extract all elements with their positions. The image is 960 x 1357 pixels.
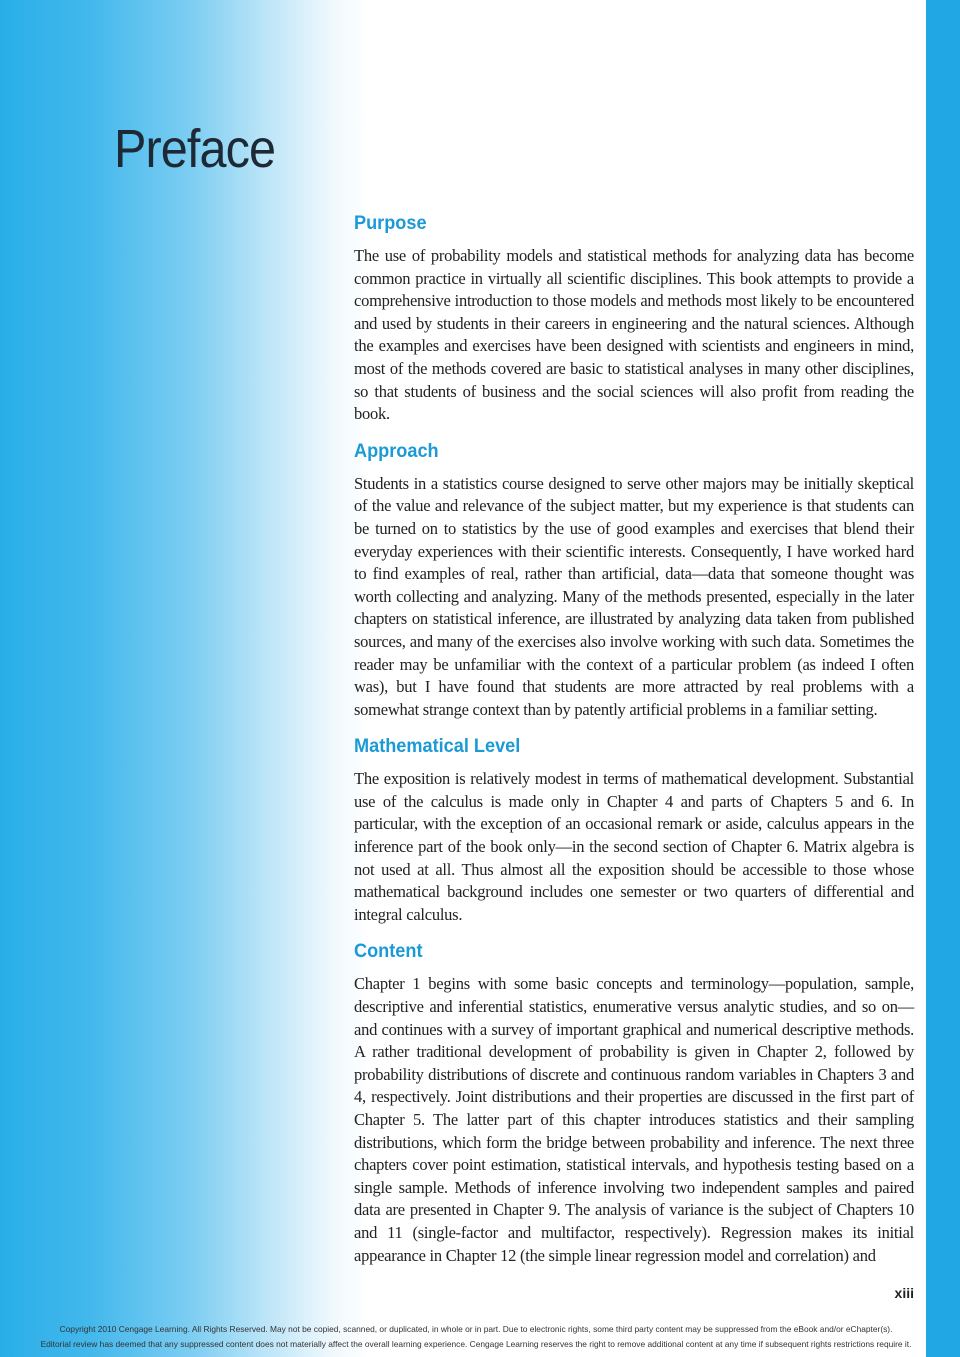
section-body-content: Chapter 1 begins with some basic concepts and terminology—population, sample, descriptive and inferential statistics, enumerative versus analytic studies, and so on—and continues with a survey of important graphical and numerical descriptive methods. A rather traditional development of probability is given in Chapter 2, followed by probability distributions of discrete and continuous random variables in Chapters 3 and 4, respectively. Joint distributions and their properties are discussed in the first part of Chapter 5. The latter part of this chapter introduces statistics and their sampling distributions, which form the bridge between probability and inference. The next three chapters cover point estimation, statistical intervals, and hypothesis testing based on a single sample. Methods of inference involving two independent samples and paired data are presented in Chapter 9. The analysis of variance is the subject of Chapters 10 and 11 (single-factor and multifactor, respectively). Regression makes its initial appearance in Chapter 12 (the simple linear regression model and correlation) and: [354, 974, 914, 1265]
right-edge-bar: [926, 0, 960, 1357]
section-purpose: [354, 212, 914, 426]
section-body-mathematical-level: The exposition is relatively modest in terms of mathematical development. Substantial use of the calculus is made only in Chapter 4 and parts of Chapters 5 and 6. In particular, with the exception of an occasional remark or aside, calculus appears in the inference part of the book only—in the second section of Chapter 6. Matrix algebra is not used at all. Thus almost all the exposition should be accessible to those whose mathematical background includes one semester or two quarters of differential and integral calculus.: [354, 769, 914, 924]
section-body-approach: Students in a statistics course designed to serve other majors may be initially skeptical of the value and relevance of the subject matter, but my experience is that students can be turned on to statistics by the use of good examples and exercises that blend their everyday experiences with their scientific interests. Consequently, I have worked hard to find examples of real, rather than artificial, data—data that someone thought was worth collecting and analyzing. Many of the methods presented, especially in the later chapters on statistical inference, are illustrated by analyzing data taken from published sources, and many of the exercises also involve working with such data. Sometimes the reader may be unfamiliar with the context of a particular problem (as indeed I often was), but I have found that students are more attracted by real problems with a somewhat strange context than by patently artificial problems in a familiar setting.: [354, 473, 914, 719]
preface-content: [354, 212, 914, 1281]
section-mathematical-level: [354, 735, 914, 926]
copyright-line-1: Copyright 2010 Cengage Learning. All Rights Reserved. May not be copied, scanned, or duplicated, in whole or in part. Due to electronic rights, some third party content may be suppressed from the eBook and/or eChapter(s).: [59, 1324, 893, 1334]
section-approach: [354, 440, 914, 722]
chapter-title: Preface: [114, 119, 276, 179]
section-heading-mathematical-level: Mathematical Level: [354, 735, 521, 758]
page-number: xiii: [894, 1285, 914, 1301]
copyright-line-2: Editorial review has deemed that any suppressed content does not materially affect the overall learning experience. Cengage Learning reserves the right to remove additional content at any time if subsequent rights restrictions require it.: [40, 1339, 912, 1349]
copyright-notice: [0, 1322, 952, 1352]
section-heading-content: Content: [354, 940, 423, 963]
section-content: [354, 940, 914, 1267]
section-body-purpose: The use of probability models and statistical methods for analyzing data has become common practice in virtually all scientific disciplines. This book attempts to provide a comprehensive introduction to those models and methods most likely to be encountered and used by students in their careers in engineering and the natural sciences. Although the examples and exercises have been designed with scientists and engineers in mind, most of the methods covered are basic to statistical analyses in many other disciplines, so that students of business and the social sciences will also profit from reading the book.: [354, 246, 914, 424]
section-heading-approach: Approach: [354, 439, 439, 462]
section-heading-purpose: Purpose: [354, 212, 427, 234]
